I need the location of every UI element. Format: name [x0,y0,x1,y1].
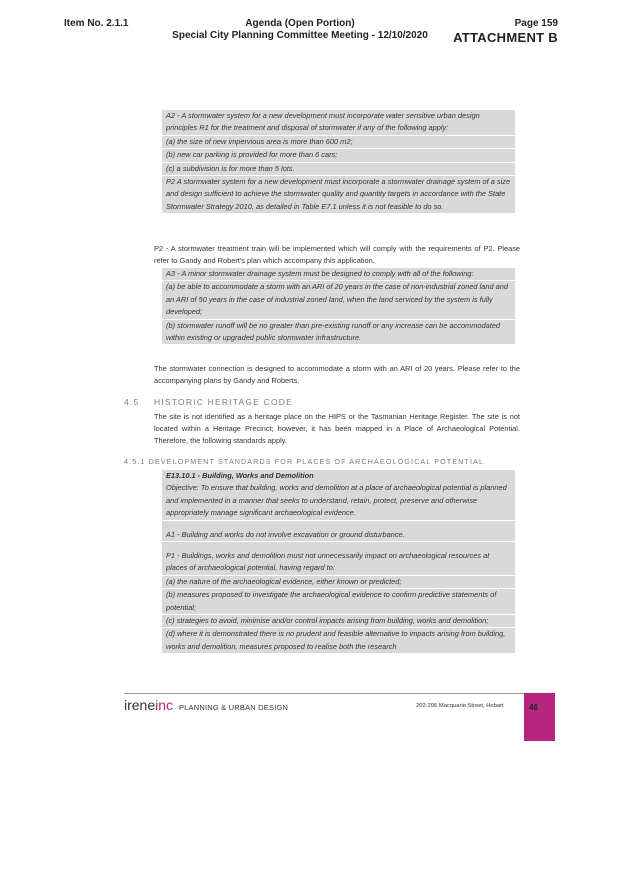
item-number: Item No. 2.1.1 [64,18,129,29]
a3-item-b: (b) stormwater runoff will be no greater than pre-existing runoff or any increase can be accommodated within existing or upgraded public stormwater infrastructure. [166,320,500,343]
p2-response: P2 - A stormwater treatment train will be implemented which will comply with the requirements of P2. Please refer to Gandy and Robert's plan which accompany this application. [154,244,520,265]
p1-item-c: (c) strategies to avoid, minimise and/or control impacts arising from building, works and demolition; [162,615,515,628]
a3-text: A3 - A minor stormwater drainage system must be designed to comply with all of the following: [162,268,515,281]
code-box-e13 [162,470,515,653]
section-heading-4-5-1: 4.5.1 DEVELOPMENT STANDARDS FOR PLACES OF ARCHAEOLOGICAL POTENTIAL [124,457,485,466]
logo-inc: inc [155,697,174,713]
connection-response: The stormwater connection is designed to accommodate a storm with an ARI of 20 years. Please refer to the accompanying plans by Gandy and Roberts. [154,364,520,385]
page-number-tab [524,693,555,741]
a2-item-b: (b) new car parking is provided for more than 6 cars; [162,149,515,162]
a3-item-a: (a) be able to accommodate a storm with an ARI of 20 years in the case of non-industrial zoned land and an ARI of 50 years in the case of industrial zoned land, when the land serviced by the system is fully developed; [162,281,515,319]
footer-divider [124,693,524,694]
code-box-a3 [162,268,515,344]
page-number: 46 [529,703,538,712]
footer-address: 202-206 Macquarie Street, Hobart [416,703,504,709]
agenda-header [150,18,450,42]
page-label: Page 159 [514,18,558,29]
p1-item-a: (a) the nature of the archaeological evidence, either known or predicted; [162,576,515,589]
code-box-a2 [162,110,515,213]
a2-item-a: (a) the size of new impervious area is more than 600 m2; [162,136,515,149]
page-header [453,18,558,45]
a1-text: A1 - Building and works do not involve excavation or ground disturbance. [162,529,515,542]
logo-irene: irene [124,697,156,713]
agenda-title: Agenda (Open Portion) [245,18,355,29]
section-title: HISTORIC HERITAGE CODE [154,397,293,407]
p2-text: P2 A stormwater system for a new development must incorporate a stormwater drainage system of a size and design sufficient to achieve the stormwater quality and quantity targets in accordance with the State Stormwater Strategy 2010, as detailed in Table E7.1 unless it is not feasible to do so. [166,177,511,211]
section-heading-4-5 [124,397,293,407]
heritage-paragraph: The site is not identified as a heritage place on the HIPS or the Tasmanian Heritage Register. The site is not located within a Heritage Precinct; however, it has been mapped in a Place of Archaeological Potential. Therefore, the following standards apply. [154,412,520,445]
e13-objective: Objective: To ensure that building, works and demolition at a place of archaeological potential is planned and implemented in a manner that seeks to understand, retain, protect, preserve and otherwise appropriately manage significant archaeological evidence. [162,482,515,520]
a2-text: A2 - A stormwater system for a new development must incorporate water sensitive urban design principles R1 for the treatment and disposal of stormwater if any of the following apply: [162,110,515,136]
meeting-title: Special City Planning Committee Meeting - 12/10/2020 [172,30,428,41]
p1-item-d: (d) where it is demonstrated there is no prudent and feasible alternative to impacts arising from building, works and demolition, measures proposed to realise both the research [166,629,506,651]
attachment-label: ATTACHMENT B [453,30,558,45]
ireneinc-logo [124,697,288,713]
section-number: 4.5 [124,397,140,407]
a2-item-c: (c) a subdivision is for more than 5 lots. [162,163,515,176]
p1-text: P1 - Buildings, works and demolition must not unnecessarily impact on archaeological resources at places of archaeological potential, having regard to: [162,550,515,576]
logo-tagline: PLANNING & URBAN DESIGN [178,703,289,712]
e13-title: E13.10.1 - Building, Works and Demolition [166,471,314,480]
p1-item-b: (b) measures proposed to investigate the archaeological evidence to confirm predictive statements of potential; [162,589,515,615]
